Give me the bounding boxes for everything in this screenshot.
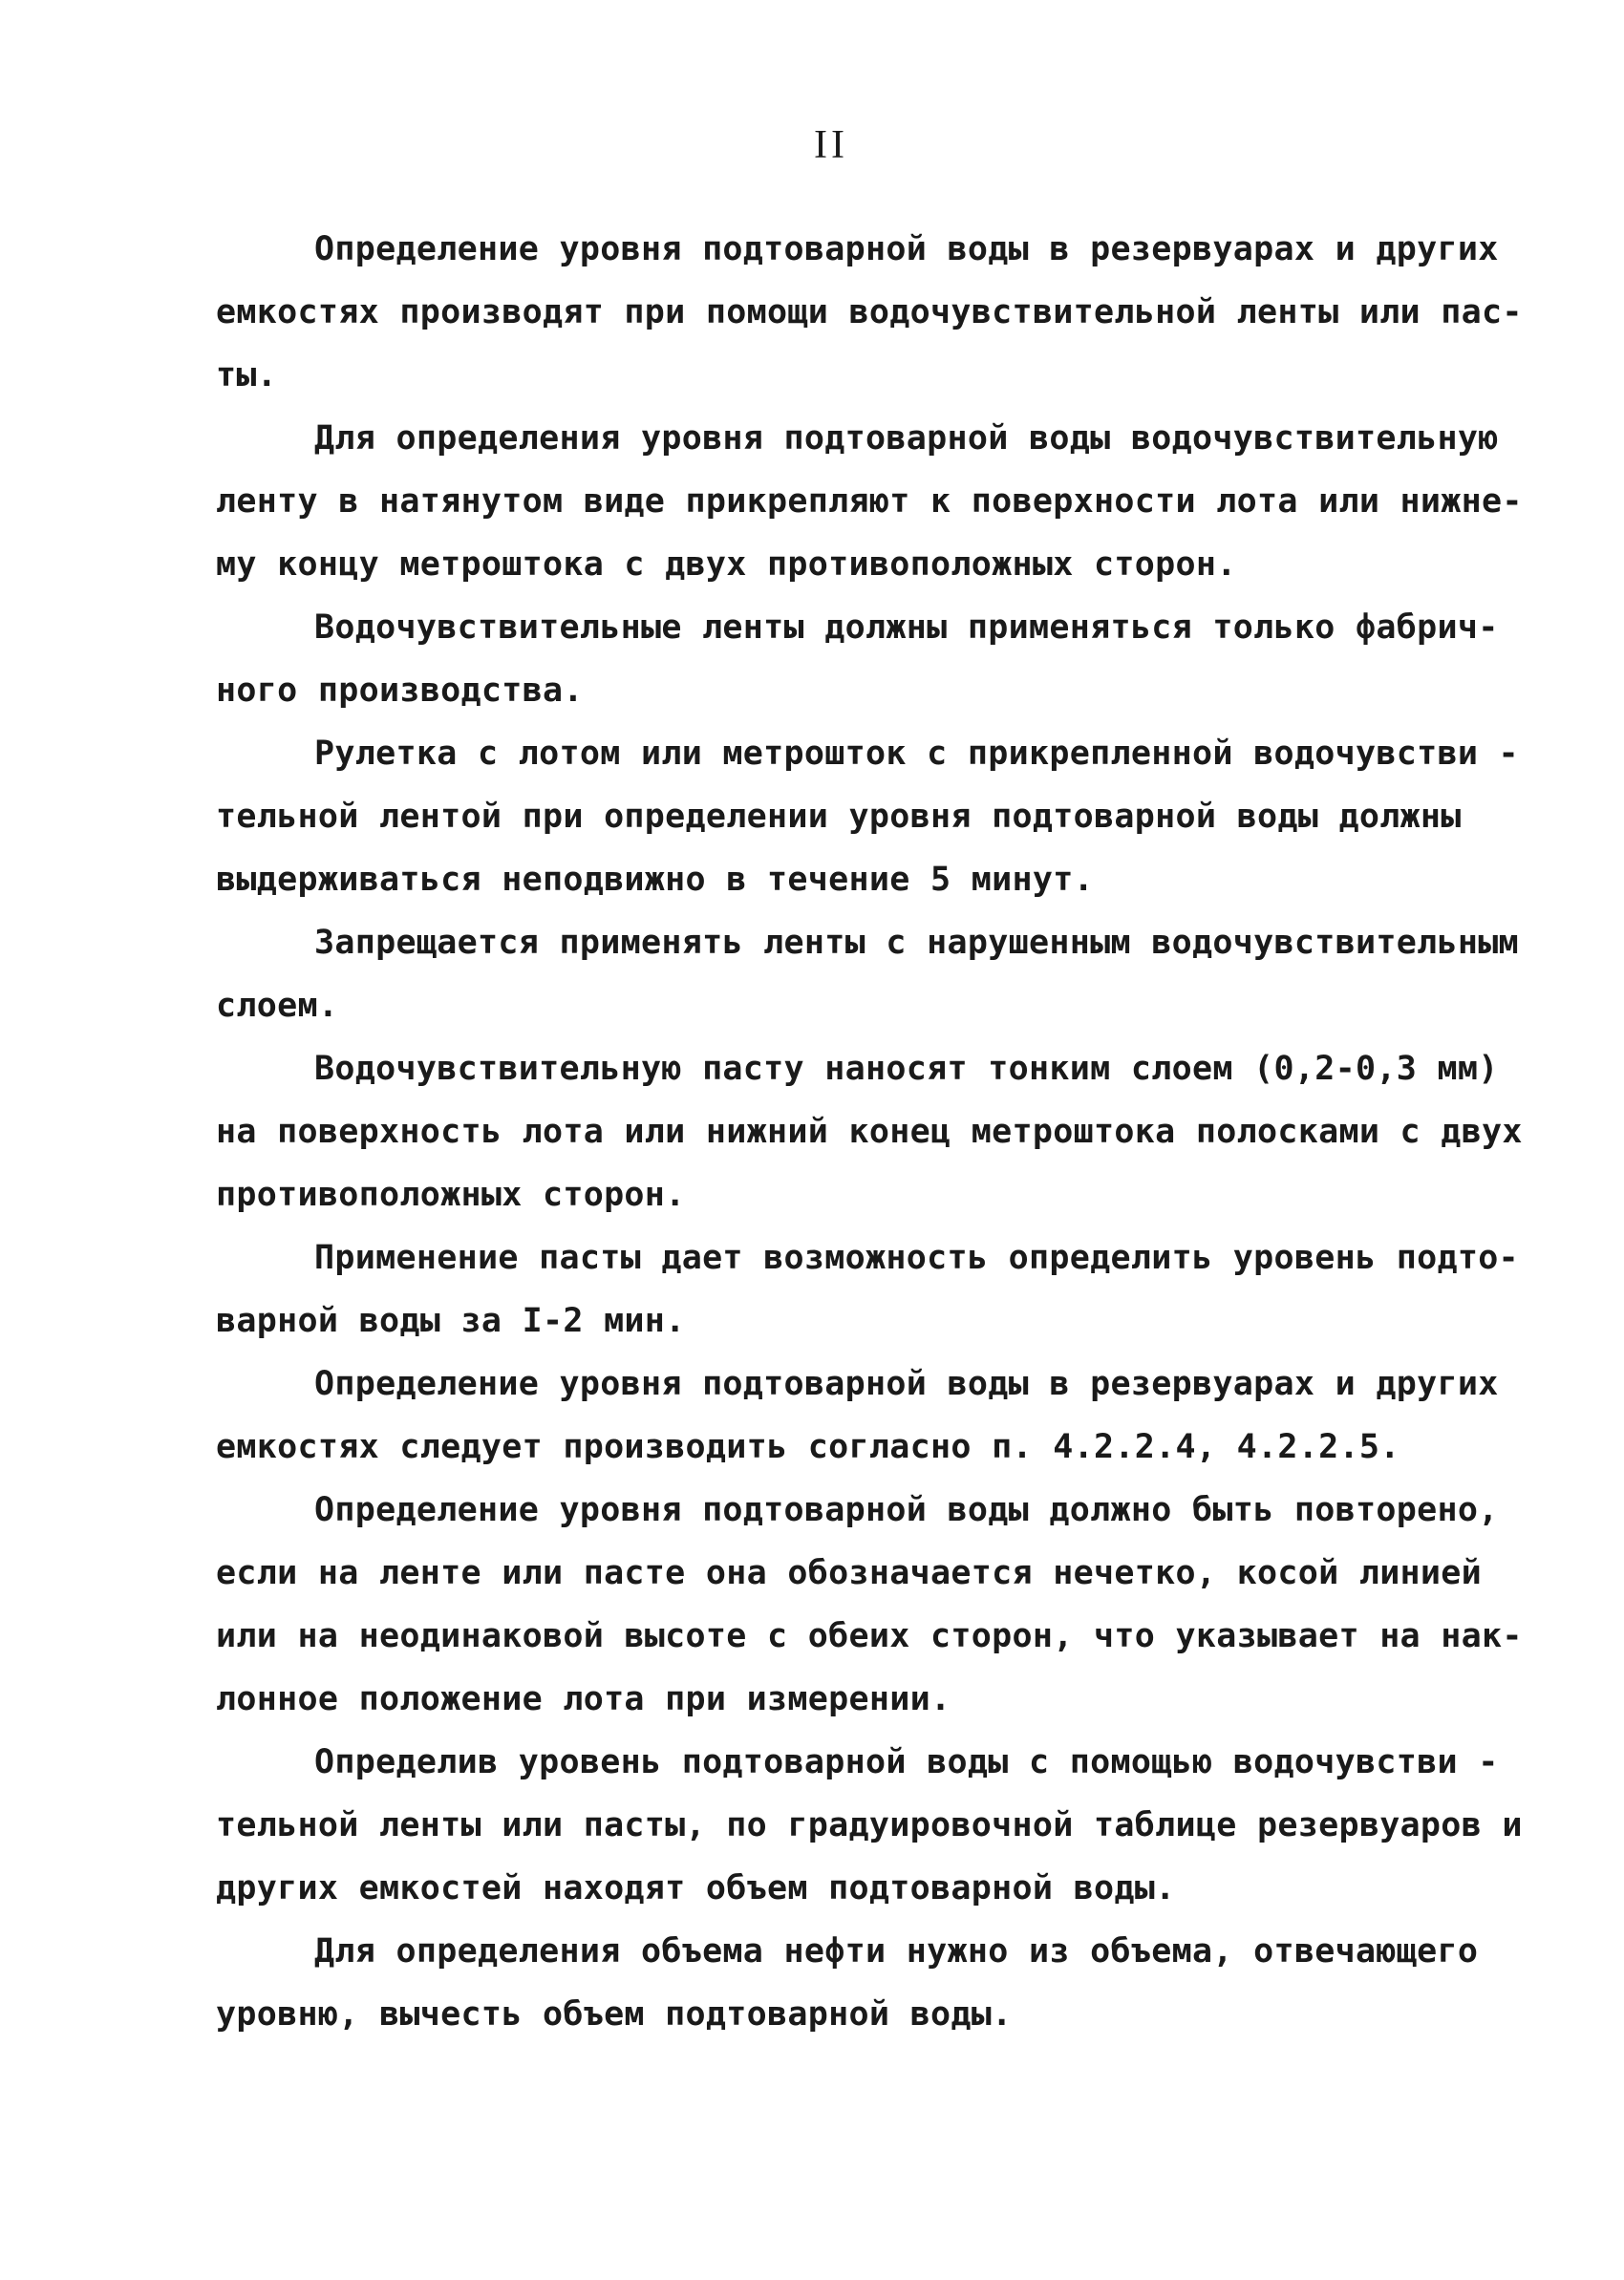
text-line: му концу метроштока с двух противоположных сторон. <box>216 545 1237 584</box>
page-number: II <box>814 123 848 167</box>
body-text <box>216 218 1523 2046</box>
text-line: Запрещается применять ленты с нарушенным водочувствительным <box>314 924 1519 962</box>
text-line: других емкостей находят объем подтоварной воды. <box>216 1869 1176 1907</box>
text-line: емкостях производят при помощи водочувствительной ленты или пас- <box>216 293 1523 331</box>
text-line: или на неодинаковой высоте с обеих сторон, что указывает на нак- <box>216 1617 1523 1655</box>
text-line: емкостях следует производить согласно п. 4.2.2.4, 4.2.2.5. <box>216 1428 1400 1466</box>
text-line: Определение уровня подтоварной воды должно быть повторено, <box>314 1491 1499 1529</box>
text-line: Водочувствительные ленты должны применяться только фабрич- <box>314 608 1499 647</box>
text-line: лонное положение лота при измерении. <box>216 1680 951 1718</box>
text-line: тельной ленты или пасты, по градуировочной таблице резервуаров и <box>216 1806 1523 1844</box>
text-line: слоем. <box>216 987 339 1025</box>
text-line: Рулетка с лотом или метрошток с прикрепленной водочувстви - <box>314 735 1519 773</box>
text-line: Определение уровня подтоварной воды в резервуарах и других <box>314 230 1499 268</box>
text-line: ленту в натянутом виде прикрепляют к поверхности лота или нижне- <box>216 482 1523 521</box>
text-line: Водочувствительную пасту наносят тонким слоем (0,2-0,3 мм) <box>314 1050 1499 1088</box>
text-line: тельной лентой при определении уровня подтоварной воды должны <box>216 798 1462 836</box>
text-line: на поверхность лота или нижний конец метроштока полосками с двух <box>216 1113 1523 1151</box>
text-line: ты. <box>216 356 278 394</box>
text-line: Определение уровня подтоварной воды в резервуарах и других <box>314 1365 1499 1403</box>
text-line: противоположных сторон. <box>216 1176 686 1214</box>
text-line: Применение пасты дает возможность определить уровень подто- <box>314 1239 1519 1277</box>
text-line: Для определения объема нефти нужно из объема, отвечающего <box>314 1932 1479 1971</box>
text-line: Для определения уровня подтоварной воды водочувствительную <box>314 419 1499 458</box>
text-line: ного производства. <box>216 671 584 710</box>
text-line: уровню, вычесть объем подтоварной воды. <box>216 1995 1013 2034</box>
text-line: Определив уровень подтоварной воды с помощью водочувстви - <box>314 1743 1499 1781</box>
text-line: если на ленте или пасте она обозначается нечетко, косой линией <box>216 1554 1483 1592</box>
text-line: выдерживаться неподвижно в течение 5 минут. <box>216 861 1094 899</box>
text-line: варной воды за I-2 мин. <box>216 1302 686 1340</box>
